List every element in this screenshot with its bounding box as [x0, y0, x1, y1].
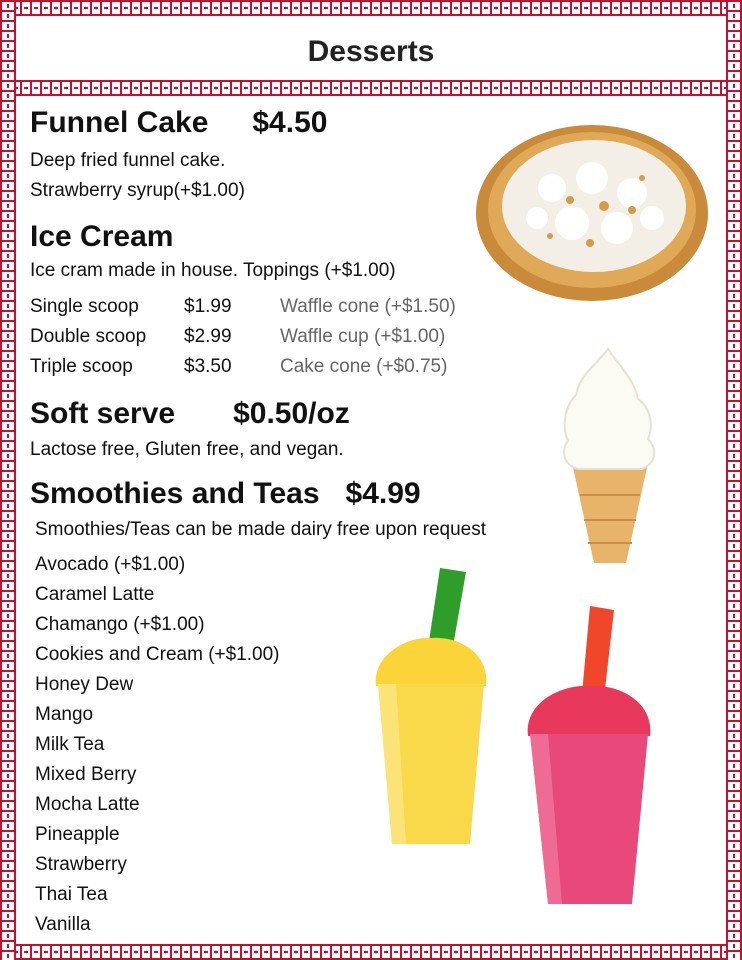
list-item: Thai Tea: [35, 884, 108, 905]
list-item: Strawberry: [35, 854, 127, 875]
funnel-cake-heading: [30, 106, 327, 140]
cone-option: Waffle cone (+$1.50): [280, 296, 456, 317]
list-item: Mocha Latte: [35, 794, 140, 815]
cone-option: Cake cone (+$0.75): [280, 356, 448, 377]
page-title: Desserts: [307, 35, 435, 68]
left-border: [0, 0, 16, 960]
soft-serve-heading: [30, 397, 350, 431]
list-item: Mango: [35, 704, 94, 725]
funnel-cake-section: [30, 106, 327, 206]
list-item: Honey Dew: [35, 674, 134, 695]
scoop-name: Double scoop: [30, 326, 147, 347]
list-item: Milk Tea: [35, 734, 105, 755]
smoothies-desc: Smoothies/Teas can be made dairy free upon request: [35, 519, 486, 540]
cone-option: Waffle cup (+$1.00): [280, 326, 446, 347]
ice-cream-heading: Ice Cream: [30, 220, 174, 253]
smoothies-section: [30, 477, 486, 545]
berry-smoothie-photo: [522, 602, 656, 908]
soft-serve-name: Soft serve: [30, 397, 176, 430]
smoothies-price: $4.99: [345, 477, 421, 510]
list-item: Pineapple: [35, 824, 120, 845]
soft-serve-section: [30, 397, 350, 465]
ice-cream-cone-photo: [550, 345, 666, 567]
list-item: Caramel Latte: [35, 584, 155, 605]
bottom-border: [0, 944, 742, 960]
ice-cream-desc: Ice cram made in house. Toppings (+$1.00): [30, 260, 396, 281]
scoop-table: [30, 292, 456, 382]
funnel-cake-name: Funnel Cake: [30, 106, 209, 139]
scoop-name: Triple scoop: [30, 356, 133, 377]
scoop-name: Single scoop: [30, 296, 139, 317]
scoop-row: [30, 352, 456, 382]
funnel-cake-line: Deep fried funnel cake.: [30, 150, 226, 171]
scoop-price: $3.50: [184, 356, 232, 377]
right-border: [726, 0, 742, 960]
scoop-row: [30, 322, 456, 352]
funnel-cake-photo: [472, 118, 712, 308]
list-item: Chamango (+$1.00): [35, 614, 205, 635]
smoothies-heading: [30, 477, 486, 511]
scoop-row: [30, 292, 456, 322]
soft-serve-price: $0.50/oz: [233, 397, 350, 430]
funnel-cake-desc: [30, 146, 327, 206]
mango-smoothie-photo: [366, 566, 496, 848]
ice-cream-section: [30, 220, 396, 286]
drink-list: [35, 550, 280, 940]
list-item: Mixed Berry: [35, 764, 137, 785]
funnel-cake-line: Strawberry syrup(+$1.00): [30, 180, 245, 201]
soft-serve-desc: Lactose free, Gluten free, and vegan.: [30, 439, 344, 460]
list-item: Cookies and Cream (+$1.00): [35, 644, 280, 665]
list-item: Vanilla: [35, 914, 91, 935]
funnel-cake-price: $4.50: [252, 106, 328, 139]
list-item: Avocado (+$1.00): [35, 554, 186, 575]
scoop-price: $1.99: [184, 296, 232, 317]
title-bar: [16, 16, 726, 80]
scoop-price: $2.99: [184, 326, 232, 347]
top-border: [0, 0, 742, 16]
smoothies-name: Smoothies and Teas: [30, 477, 320, 510]
